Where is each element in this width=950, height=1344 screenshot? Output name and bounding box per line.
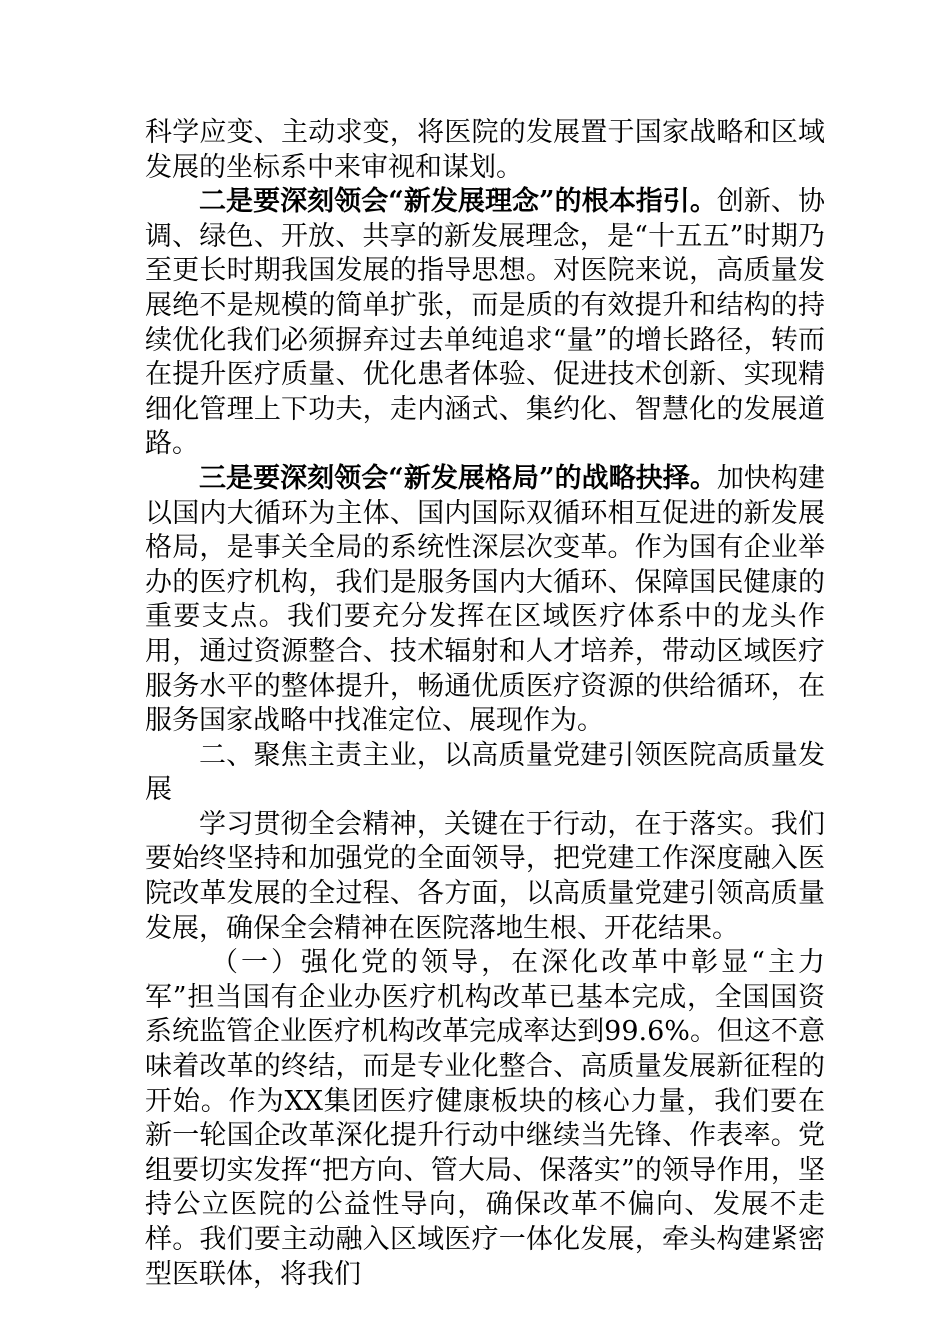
document-body: [145, 116, 825, 1292]
paragraph-1: 科学应变、主动求变，将医院的发展置于国家战略和区域发展的坐标系中来审视和谋划。: [145, 117, 825, 183]
paragraph-2-body: 创新、协调、绿色、开放、共享的新发展理念，是“十五五”时期乃至更长时期我国发展的指导思想。对医院来说，高质量发展绝不是规模的简单扩张，而是质的有效提升和结构的持续优化我们必须摒弃过去单纯追求“量”的增长路径，转而在提升医疗质量、优化患者体验、促进技术创新、实现精细化管理上下功夫，走内涵式、集约化、智慧化的发展道路。: [145, 186, 825, 460]
section-2-heading: 二、聚焦主责主业，以高质量党建引领医院高质量发展: [145, 739, 825, 806]
paragraph-4: 学习贯彻全会精神，关键在于行动，在于落实。我们要始终坚持和加强党的全面领导，把党建工作深度融入医院改革发展的全过程、各方面，以高质量党建引领高质量发展，确保全会精神在医院落地生根、开花结果。: [145, 808, 825, 944]
paragraph-2: [145, 185, 825, 462]
paragraph-2-heading: 二是要深刻领会“新发展理念”的根本指引。: [199, 186, 717, 218]
paragraph-3: [145, 462, 825, 739]
paragraph-3-heading: 三是要深刻领会“新发展格局”的战略抉择。: [199, 462, 717, 494]
paragraph-5: （一）强化党的领导，在深化改革中彰显“主力军”担当国有企业办医疗机构改革已基本完成，全国国资系统监管企业医疗机构改革完成率达到99.6%。但这不意味着改革的终结，而是专业化整合、高质量发展新征程的开始。作为XX集团医疗健康板块的核心力量，我们要在新一轮国企改革深化提升行动中继续当先锋、作表率。党组要切实发挥“把方向、管大局、保落实”的领导作用，坚持公立医院的公益性导向，确保改革不偏向、发展不走样。我们要主动融入区域医疗一体化发展，牵头构建紧密型医联体，将我们: [145, 947, 825, 1290]
paragraph-3-body: 加快构建以国内大循环为主体、国内国际双循环相互促进的新发展格局，是事关全局的系统性深层次变革。作为国有企业举办的医疗机构，我们是服务国内大循环、保障国民健康的重要支点。我们要充分发挥在区域医疗体系中的龙头作用，通过资源整合、技术辐射和人才培养，带动区域医疗服务水平的整体提升，畅通优质医疗资源的供给循环，在服务国家战略中找准定位、展现作为。: [145, 462, 825, 737]
